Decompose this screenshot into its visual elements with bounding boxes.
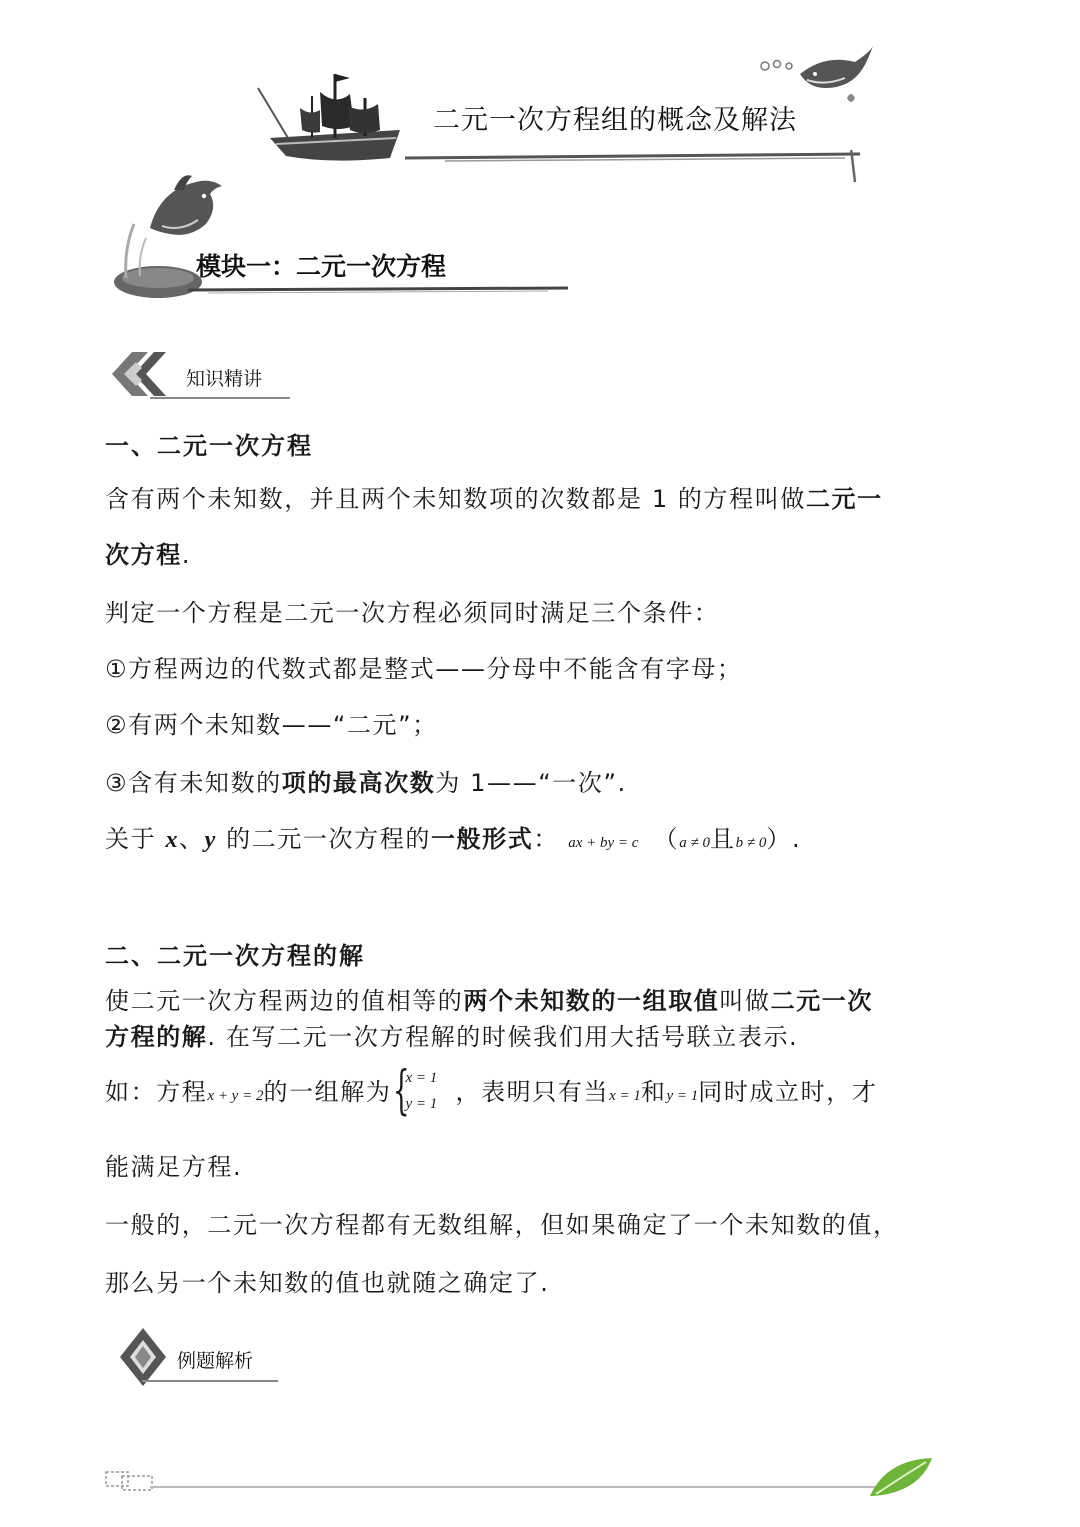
- solution-def-term-a: 二元一次: [770, 987, 874, 1015]
- example-line2: 能满足方程.: [105, 1153, 243, 1181]
- module-title: 模块一：二元一次方程: [196, 252, 447, 281]
- solution-def-line2: [105, 1020, 995, 1054]
- footer-logo-icon: [104, 1468, 160, 1494]
- general-form-line: [105, 822, 995, 860]
- knowledge-label: 知识精讲: [186, 368, 263, 390]
- section1-heading: 一、二元一次方程: [105, 432, 313, 460]
- page-title: 二元一次方程组的概念及解法: [433, 105, 797, 136]
- solution-def-text-b: . 在写二元一次方程解的时候我们用大括号联立表示.: [207, 1023, 799, 1051]
- solution-system: [393, 1061, 453, 1121]
- solution-def-bold-a: 两个未知数的一组取值: [463, 987, 720, 1015]
- general-form-text-b: 的二元一次方程的: [216, 825, 431, 853]
- solution-def-text-c: 叫做: [719, 987, 771, 1015]
- general-form-and: 且: [710, 825, 736, 853]
- general-remark-line2: 那么另一个未知数的值也就随之确定了.: [105, 1269, 550, 1297]
- left-brace-icon: {: [393, 1061, 411, 1121]
- general-form-paren-open: （: [653, 825, 680, 853]
- definition-period: .: [181, 541, 192, 569]
- example-text-a: 如：方程: [105, 1078, 208, 1106]
- general-form-formula: ax + by = c: [568, 835, 639, 851]
- example-text-d: 同时成立时，才: [698, 1078, 878, 1106]
- general-form-colon: ：: [533, 825, 559, 853]
- general-form-term: 一般形式: [430, 825, 534, 853]
- condition-3-bold: 项的最高次数: [281, 769, 436, 797]
- module-underline: [188, 284, 573, 296]
- solution-def-line1: [105, 984, 995, 1018]
- condition-3-text-c: 为 1——“一次”.: [435, 769, 627, 797]
- examples-label: 例题解析: [177, 1350, 254, 1372]
- system-row-1: x = 1: [405, 1070, 438, 1086]
- var-y: y: [204, 827, 217, 853]
- examples-divider: [142, 1380, 278, 1382]
- example-equation: x + y = 2: [207, 1088, 264, 1104]
- example-line: [105, 1061, 995, 1122]
- definition-text: 含有两个未知数，并且两个未知数项的次数都是 1 的方程叫做: [105, 485, 806, 513]
- condition-1: ①方程两边的代数式都是整式——分母中不能含有字母；: [105, 655, 743, 683]
- section2-heading: 二、二元一次方程的解: [105, 942, 365, 970]
- condition-3: [105, 766, 995, 800]
- ship-illustration: [250, 66, 420, 166]
- footer-line: [150, 1486, 890, 1488]
- knowledge-divider: [150, 397, 290, 399]
- solution-def-text-a: 使二元一次方程两边的值相等的: [105, 987, 464, 1015]
- example-text-b: 的一组解为: [263, 1078, 392, 1106]
- general-form-text-a: 关于: [105, 825, 166, 853]
- general-form-cond-b: b ≠ 0: [735, 835, 767, 851]
- example-y-value: y = 1: [666, 1088, 699, 1104]
- condition-intro: 判定一个方程是二元一次方程必须同时满足三个条件：: [105, 599, 720, 627]
- general-form-paren-close: ）.: [766, 825, 802, 853]
- definition-term-part2: 次方程: [105, 541, 182, 569]
- general-remark-line1: 一般的，二元一次方程都有无数组解，但如果确定了一个未知数的值，: [105, 1211, 899, 1239]
- system-row-2: y = 1: [405, 1096, 438, 1112]
- condition-3-text-a: ③含有未知数的: [105, 769, 282, 797]
- condition-2: ②有两个未知数——“二元”；: [105, 711, 438, 739]
- example-x-value: x = 1: [609, 1088, 641, 1104]
- example-and: 和: [640, 1078, 667, 1106]
- example-text-c: ，表明只有当: [455, 1078, 610, 1106]
- general-form-cond-a: a ≠ 0: [679, 835, 710, 851]
- definition-line2: [105, 538, 995, 572]
- leaf-icon: [866, 1456, 936, 1502]
- definition-line1: [105, 482, 995, 516]
- definition-term-part1: 二元一: [805, 485, 883, 513]
- examples-badge-icon: [118, 1326, 168, 1388]
- knowledge-badge-icon: [104, 346, 174, 402]
- solution-def-term-b: 方程的解: [105, 1023, 208, 1051]
- header-underline: [405, 150, 875, 190]
- general-form-sep: 、: [179, 825, 205, 853]
- var-x: x: [165, 827, 180, 853]
